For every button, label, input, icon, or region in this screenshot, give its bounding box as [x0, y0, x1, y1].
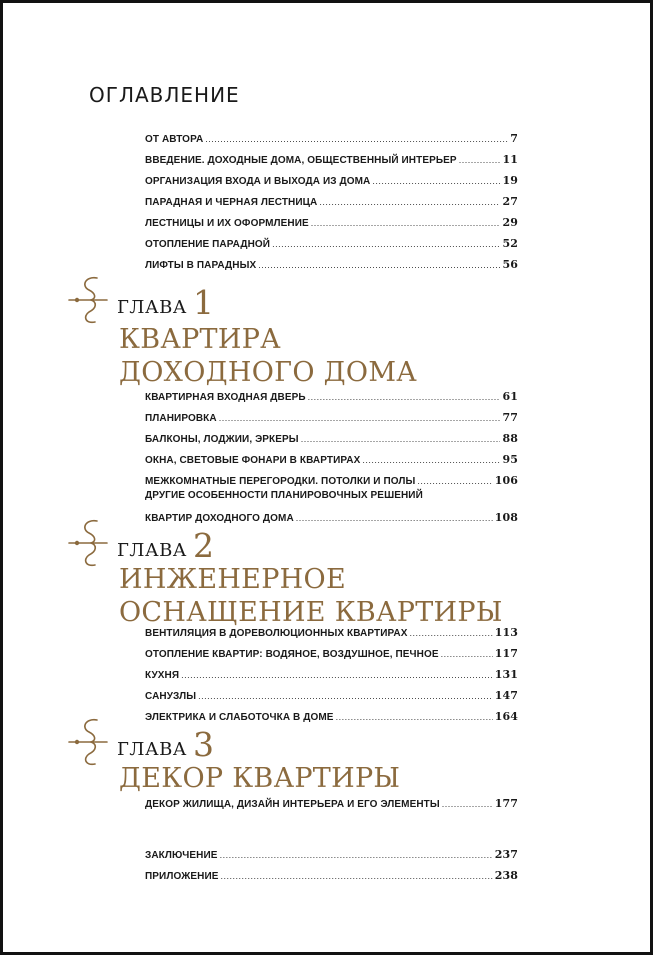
toc-entry-page-number: 164 [494, 710, 518, 723]
toc-entry[interactable] [145, 432, 518, 445]
toc-entry-page-number: 11 [502, 153, 518, 166]
toc-entry[interactable] [145, 216, 518, 229]
toc-entry-page-number: 177 [494, 797, 518, 810]
toc-entry-label: КВАРТИРНАЯ ВХОДНАЯ ДВЕРЬ [145, 392, 306, 403]
chapter-word: ГЛАВА [117, 739, 187, 760]
toc-entry-label: ОТ АВТОРА [145, 134, 204, 145]
dot-leader [219, 413, 501, 423]
toc-entry-page-number: 56 [502, 258, 518, 271]
dot-leader [272, 239, 500, 249]
toc-entry-label: ВВЕДЕНИЕ. ДОХОДНЫЕ ДОМА, ОБЩЕСТВЕННЫЙ ИНТЕРЬЕР [145, 155, 457, 166]
toc-entry-page-number: 106 [494, 474, 518, 487]
dot-leader [198, 691, 493, 701]
chapter-title-line: ОСНАЩЕНИЕ КВАРТИРЫ [119, 597, 503, 628]
dot-leader [308, 392, 501, 402]
toc-entry-label: ОРГАНИЗАЦИЯ ВХОДА И ВЫХОДА ИЗ ДОМА [145, 176, 371, 187]
dot-leader [221, 871, 493, 881]
toc-entry[interactable] [145, 626, 518, 639]
chapter-number: 2 [192, 526, 214, 565]
toc-entry[interactable] [145, 195, 518, 208]
toc-entry-page-number: 131 [494, 668, 518, 681]
toc-entry-page-number: 27 [502, 195, 518, 208]
toc-entry-label: САНУЗЛЫ [145, 691, 197, 702]
toc-entry-label: ПАРАДНАЯ И ЧЕРНАЯ ЛЕСТНИЦА [145, 197, 318, 208]
dot-leader [319, 197, 500, 207]
dot-leader [336, 712, 493, 722]
dot-leader [301, 434, 501, 444]
chapter-ornament-icon [67, 716, 111, 773]
toc-entry-page-number: 238 [494, 869, 518, 882]
chapter-heading [117, 526, 214, 565]
chapter-title-line: ДОХОДНОГО ДОМА [119, 357, 418, 388]
toc-entry[interactable] [145, 710, 518, 723]
toc-entry-page-number: 29 [502, 216, 518, 229]
toc-entry[interactable] [145, 237, 518, 250]
toc-entry-label: ОКНА, СВЕТОВЫЕ ФОНАРИ В КВАРТИРАХ [145, 455, 361, 466]
toc-entry-label: ЛИФТЫ В ПАРАДНЫХ [145, 260, 257, 271]
dot-leader [258, 260, 500, 270]
toc-entry-label: ВЕНТИЛЯЦИЯ В ДОРЕВОЛЮЦИОННЫХ КВАРТИРАХ [145, 628, 408, 639]
chapter-title-line: КВАРТИРА [119, 324, 281, 355]
chapter-number: 1 [192, 283, 214, 322]
toc-entry[interactable] [145, 490, 518, 501]
toc-entry-label: ЭЛЕКТРИКА И СЛАБОТОЧКА В ДОМЕ [145, 712, 334, 723]
chapter-ornament-icon [67, 517, 111, 574]
dot-leader [205, 134, 508, 144]
dot-leader [409, 628, 492, 638]
toc-entry-page-number: 95 [502, 453, 518, 466]
toc-entry-label: БАЛКОНЫ, ЛОДЖИИ, ЭРКЕРЫ [145, 434, 299, 445]
toc-entry[interactable] [145, 869, 518, 882]
toc-entry-page-number: 113 [494, 626, 518, 639]
toc-entry-label: ЗАКЛЮЧЕНИЕ [145, 850, 218, 861]
toc-entry-label: ОТОПЛЕНИЕ КВАРТИР: ВОДЯНОЕ, ВОЗДУШНОЕ, ПЕЧНОЕ [145, 649, 439, 660]
toc-entry-page-number: 77 [502, 411, 518, 424]
dot-leader [362, 455, 500, 465]
toc-entry[interactable] [145, 174, 518, 187]
toc-entry-label: ПЛАНИРОВКА [145, 413, 217, 424]
toc-entry-label: ОТОПЛЕНИЕ ПАРАДНОЙ [145, 239, 271, 250]
toc-entry[interactable] [145, 411, 518, 424]
dot-leader [372, 176, 500, 186]
toc-entry-label: МЕЖКОМНАТНЫЕ ПЕРЕГОРОДКИ. ПОТОЛКИ И ПОЛЫ [145, 476, 416, 487]
chapter-ornament-icon [67, 274, 111, 331]
dot-leader [181, 670, 493, 680]
toc-entry[interactable] [145, 258, 518, 271]
toc-entry-page-number: 237 [494, 848, 518, 861]
dot-leader [442, 799, 493, 809]
toc-entry-label: КУХНЯ [145, 670, 180, 681]
toc-entry-label: ЛЕСТНИЦЫ И ИХ ОФОРМЛЕНИЕ [145, 218, 309, 229]
dot-leader [441, 649, 493, 659]
toc-entry-label: ДЕКОР ЖИЛИЩА, ДИЗАЙН ИНТЕРЬЕРА И ЕГО ЭЛЕМЕНТЫ [145, 799, 440, 810]
chapter-number: 3 [192, 725, 214, 764]
toc-entry-page-number: 117 [494, 647, 518, 660]
toc-entry-page-number: 61 [502, 390, 518, 403]
chapter-title-line: ДЕКОР КВАРТИРЫ [119, 763, 401, 794]
chapter-title-line: ИНЖЕНЕРНОЕ [119, 564, 346, 595]
chapter-word: ГЛАВА [117, 540, 187, 561]
dot-leader [296, 513, 493, 523]
chapter-heading [117, 283, 214, 322]
toc-entry[interactable] [145, 132, 518, 145]
toc-entry[interactable] [145, 153, 518, 166]
toc-entry[interactable] [145, 453, 518, 466]
toc-entry-page-number: 7 [510, 132, 518, 145]
toc-entry-label: ПРИЛОЖЕНИЕ [145, 871, 219, 882]
chapter-word: ГЛАВА [117, 297, 187, 318]
toc-entry[interactable] [145, 647, 518, 660]
toc-entry[interactable] [145, 689, 518, 702]
toc-entry[interactable] [145, 668, 518, 681]
dot-leader [417, 476, 492, 486]
toc-entry[interactable] [145, 390, 518, 403]
chapter-heading [117, 725, 214, 764]
dot-leader [311, 218, 501, 228]
toc-entry-page-number: 88 [502, 432, 518, 445]
toc-entry-page-number: 147 [494, 689, 518, 702]
toc-entry-label: КВАРТИР ДОХОДНОГО ДОМА [145, 513, 294, 524]
toc-entry[interactable] [145, 797, 518, 810]
dot-leader [220, 850, 493, 860]
toc-title: ОГЛАВЛЕНИЕ [89, 83, 240, 107]
toc-entry[interactable] [145, 848, 518, 861]
toc-entry[interactable] [145, 511, 518, 524]
toc-entry-page-number: 108 [494, 511, 518, 524]
toc-entry-label: ДРУГИЕ ОСОБЕННОСТИ ПЛАНИРОВОЧНЫХ РЕШЕНИЙ [145, 490, 423, 501]
dot-leader [459, 155, 501, 165]
toc-entry-page-number: 19 [502, 174, 518, 187]
toc-entry-page-number: 52 [502, 237, 518, 250]
toc-entry[interactable] [145, 474, 518, 487]
